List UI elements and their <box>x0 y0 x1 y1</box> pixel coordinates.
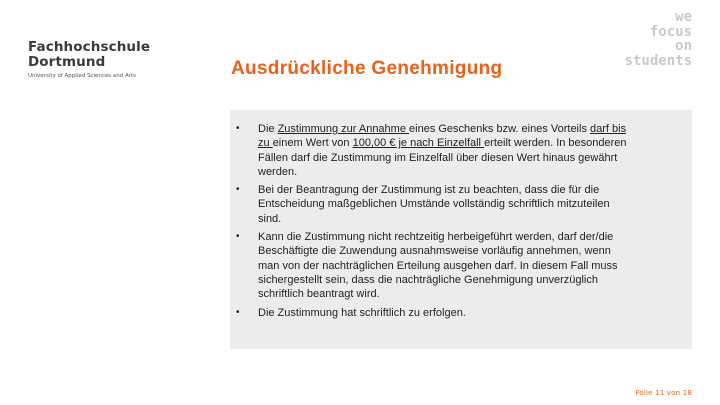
bullet-icon: • <box>236 123 240 134</box>
bullet-text: Die Zustimmung zur Annahme eines Geschenks bzw. eines Vorteils darf bis zu einem Wert von 100,00 € je nach Einzelfall erteilt werden. In besonderen Fällen darf die Zustimmung im Einzelfall über diesen Wert hinaus gewährt werden. <box>258 123 627 178</box>
bullet-icon: • <box>236 231 240 243</box>
logo-subtitle: University of Applied Sciences and Arts <box>28 73 137 79</box>
bullet-list <box>230 122 692 324</box>
slogan-line-3: on <box>675 38 692 54</box>
list-item <box>230 122 692 179</box>
list-item <box>230 230 692 301</box>
bullet-text: Bei der Beantragung der Zustimmung ist zu beachten, dass die für die Entscheidung maßgeblichen Umstände vollständig schriftlich mitzuteilen sind. <box>258 184 610 225</box>
bullet-icon: • <box>236 184 240 196</box>
logo-line-2: Dortmund <box>28 54 106 70</box>
bullet-text: Die Zustimmung hat schriftlich zu erfolgen. <box>258 306 466 319</box>
slogan <box>625 10 692 68</box>
logo-line-1: Fachhochschule <box>28 39 151 55</box>
list-item <box>230 183 692 226</box>
list-item <box>230 306 692 320</box>
university-logo <box>28 40 150 79</box>
bullet-text: Kann die Zustimmung nicht rechtzeitig herbeigeführt werden, darf der/die Beschäftigte die Zuwendung ausnahmsweise vorläufig annehmen, wenn man von der nachträglichen Erteilung ausgehen darf. In diesem Fall muss sichergestellt sein, dass die nachträgliche Genehmigung unverzüglich schriftlich beantragt wird. <box>258 231 618 301</box>
slogan-line-2: focus <box>649 23 692 40</box>
content-panel <box>230 110 692 349</box>
slogan-line-1: we <box>675 9 692 25</box>
slide-number: Folie 11 von 18 <box>635 389 692 397</box>
slide-title: Ausdrückliche Genehmigung <box>231 58 503 79</box>
slogan-line-4: students <box>624 52 692 69</box>
bullet-icon: • <box>236 306 240 318</box>
